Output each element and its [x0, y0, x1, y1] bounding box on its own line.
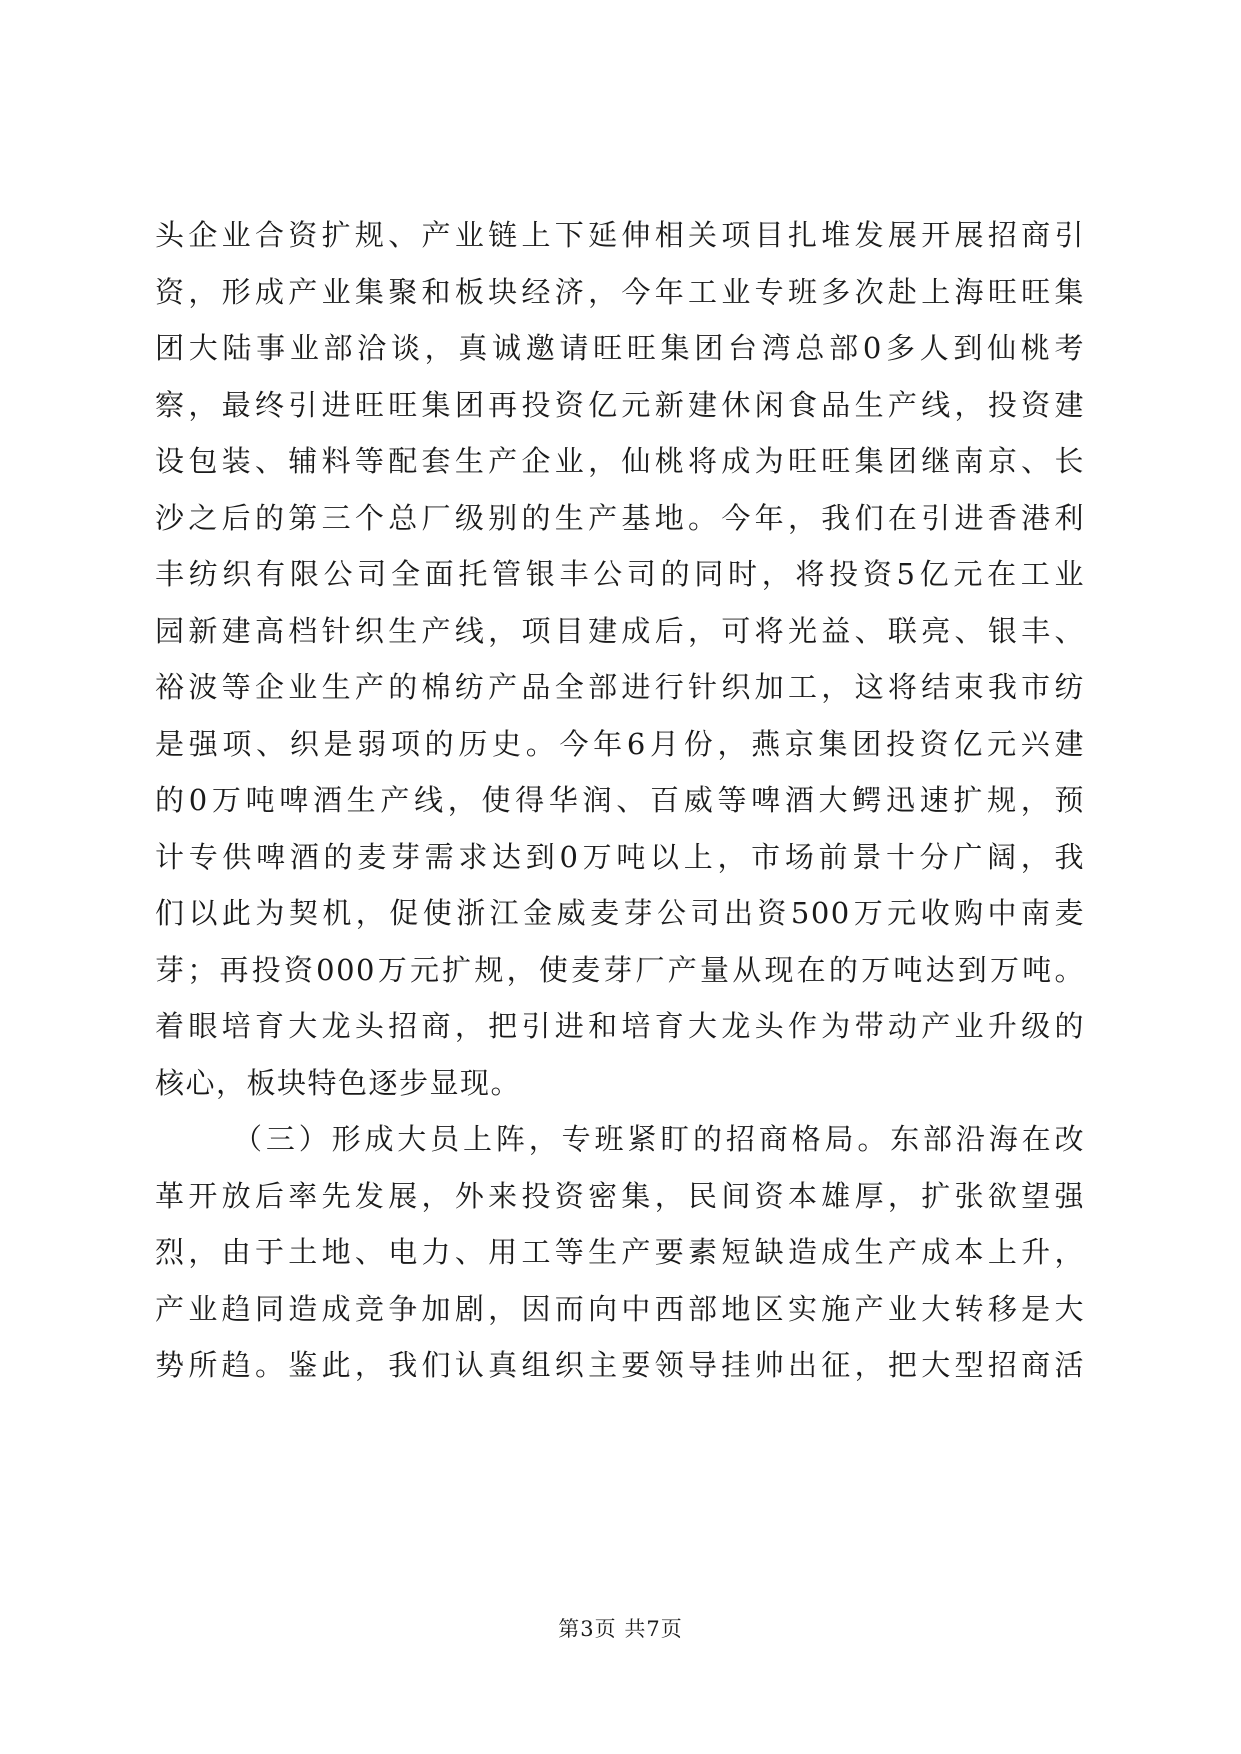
page-number-footer: 第3页 共7页 [558, 1617, 683, 1641]
text-line: 园新建高档针织生产线，项目建成后，可将光益、联亮、银丰、 [155, 613, 1085, 648]
text-line: 设包装、辅料等配套生产企业，仙桃将成为旺旺集团继南京、长 [155, 444, 1085, 478]
text-line: 头企业合资扩规、产业链上下延伸相关项目扎堆发展开展招商引 [155, 218, 1085, 252]
text-line: 察，最终引进旺旺集团再投资亿元新建休闲食品生产线，投资建 [155, 387, 1085, 422]
text-line: 团大陆事业部洽谈，真诚邀请旺旺集团台湾总部0多人到仙桃考 [155, 331, 1085, 365]
text-line: 烈，由于土地、电力、用工等生产要素短缺造成生产成本上升， [155, 1235, 1085, 1269]
text-line: 计专供啤酒的麦芽需求达到0万吨以上，市场前景十分广阔，我 [155, 839, 1085, 874]
text-line: 产业趋同造成竞争加剧，因而向中西部地区实施产业大转移是大 [155, 1291, 1085, 1326]
text-line: 革开放后率先发展，外来投资密集，民间资本雄厚，扩张欲望强 [155, 1178, 1085, 1213]
text-line: 丰纺织有限公司全面托管银丰公司的同时，将投资5亿元在工业 [155, 557, 1085, 591]
section-heading-line: （三）形成大员上阵，专班紧盯的招商格局。东部沿海在改 [233, 1122, 1085, 1156]
text-line: 资，形成产业集聚和板块经济，今年工业专班多次赴上海旺旺集 [155, 274, 1085, 309]
text-line: 的0万吨啤酒生产线，使得华润、百威等啤酒大鳄迅速扩规，预 [155, 783, 1085, 817]
text-line: 芽；再投资000万元扩规，使麦芽厂产量从现在的万吨达到万吨。 [155, 952, 1085, 987]
text-line: 是强项、织是弱项的历史。今年6月份，燕京集团投资亿元兴建 [155, 726, 1085, 761]
body-text [155, 207, 1085, 1394]
text-line: 着眼培育大龙头招商，把引进和培育大龙头作为带动产业升级的 [155, 1009, 1085, 1043]
text-line: 沙之后的第三个总厂级别的生产基地。今年，我们在引进香港利 [155, 500, 1085, 535]
text-line: 们以此为契机，促使浙江金威麦芽公司出资500万元收购中南麦 [155, 896, 1085, 930]
text-line: 势所趋。鉴此，我们认真组织主要领导挂帅出征，把大型招商活 [155, 1348, 1085, 1382]
text-line: 裕波等企业生产的棉纺产品全部进行针织加工，这将结束我市纺 [155, 670, 1085, 704]
text-line: 核心，板块特色逐步显现。 [155, 1065, 522, 1100]
